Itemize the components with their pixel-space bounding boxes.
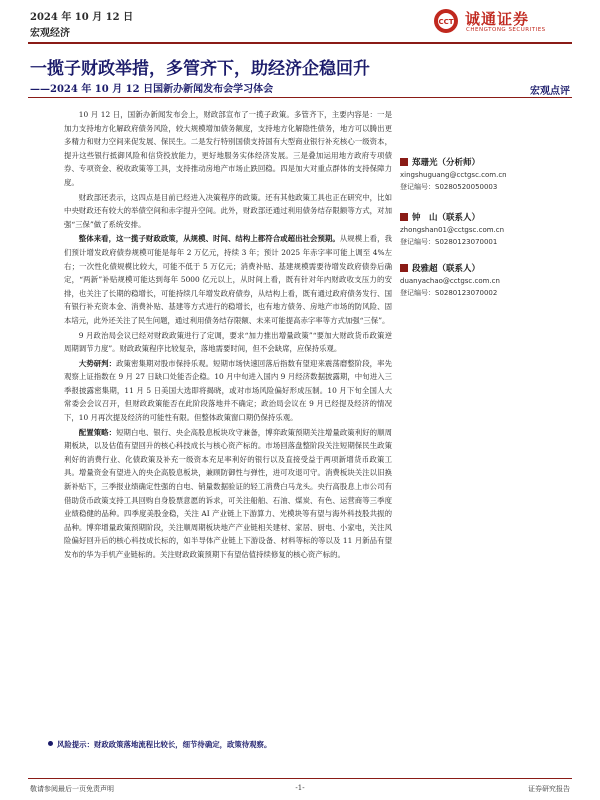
paragraph-5: [64, 357, 392, 425]
report-subtitle: ——2024 年 10 月 12 日国新办新闻发布会学习体会: [30, 84, 274, 95]
logo-name-cn: 诚通证券: [465, 10, 530, 28]
risk-warning: [48, 739, 271, 750]
paragraph-6-text: 短期白电、银行、央企高股息板块攻守兼备，博弈政策预期关注增量政策利好的顺周期板块，以及估值有望回升的核心科技成长与核心资产标的。市场回落盘整阶段关注短期保民生政策利好的消费行业、化债政策及补充一级资本充足率利好的银行以及直接受益于两项新增货币政策工具。增量资金有望进入的央企高股息板块，兼顾防御性与弹性，进可攻退可守。消费板块关注以旧换新补贴下，三季报业绩确定性强的白电、销量数据验证的轻工消费白马龙头。央行高股息上市公司有借助货币政策支持工具回购自身股票意愿的诉求，可关注船舶、石油、煤炭、有色、运营商等三季度业绩稳健的品种。四季度美股金稳，关注 AI 产业链上下游算力、光模块等有望与海外科技股共振的品种。博弈增量政策预期阶段，关注顺周期板块地产产业链相关建材、家居、厨电、小家电，关注风险偏好回升后的核心科技成长标的，如半导体产业链上下游设备、材料等标的等以及 11 月新品有望发布的华为手机产业链标的。关注财政政策预期下有望估值持续修复的核心资产标的。: [64, 427, 392, 559]
paragraph-5-lead: 大势研判：: [78, 358, 117, 368]
report-type-tag: 宏观点评: [530, 86, 570, 97]
paragraph-3-lead: 整体来看，这一揽子财政政策，从规模、时间、结构上都符合或超出社会预期。: [78, 234, 340, 244]
paragraph-3: [64, 232, 392, 327]
square-bullet-icon: [400, 158, 408, 166]
analyst-license: 登记编号：S0280123070002: [400, 289, 498, 297]
square-bullet-icon: [400, 264, 408, 272]
report-title: 一揽子财政举措，多管齐下，助经济企稳回升: [30, 59, 370, 79]
logo-name-en: CHENGTONG SECURITIES: [466, 27, 546, 33]
company-logo: [433, 6, 573, 38]
analyst-card: [400, 262, 570, 298]
risk-warning-text: 风险提示：财政政策落地流程比较长，细节待确定，政策待观察。: [57, 740, 272, 749]
analyst-email: xingshuguang@cctgsc.com.cn: [400, 171, 507, 179]
analyst-license: 登记编号：S0280520050003: [400, 183, 498, 191]
square-bullet-icon: [400, 213, 408, 221]
analyst-email: zhongshan01@cctgsc.com.cn: [400, 226, 505, 234]
page-number: -1-: [295, 784, 305, 792]
footer-disclaimer-note: 敬请参阅最后一页免责声明: [30, 785, 114, 793]
paragraph-6: [64, 426, 392, 562]
analyst-email: duanyachao@cctgsc.com.cn: [400, 277, 500, 285]
paragraph-2: 财政部还表示，这四点是目前已经进入决策程序的政策。还有其他政策工具也正在研究中，比如中央财政还有较大的举债空间和赤字提升空间。此外，财政部还通过利用债务结存限额等方式，对加强“三保”做了系统安排。: [64, 192, 392, 229]
header-divider: [28, 42, 572, 44]
footer-report-type: 证券研究报告: [528, 785, 570, 793]
footer-divider: [28, 778, 572, 779]
report-category: 宏观经济: [30, 28, 70, 39]
paragraph-6-lead: 配置策略：: [78, 427, 117, 437]
analyst-name: 郑珊光（分析师）: [412, 158, 481, 168]
report-date: 2024 年 10 月 12 日: [30, 12, 134, 23]
analyst-card: [400, 156, 570, 192]
analyst-name: 钟 山（联系人）: [412, 213, 481, 223]
analyst-license: 登记编号：S0280123070001: [400, 238, 498, 246]
paragraph-4: 9 月政治局会议已经对财政政策进行了定调，要求“加力推出增量政策”“要加大财政货币政策逆周期调节力度”。财政政策程序比较复杂，落地需要时间，但不会缺席，应保持乐观。: [64, 330, 392, 354]
paragraph-1: 10 月 12 日，国新办新闻发布会上，财政部宣布了一揽子政策。多管齐下，主要内容是：一是加力支持地方化解政府债务风险，较大规模增加债务额度，支持地方化解隐性债务，地方可以腾出更多精力和财力空间来促发展、保民生。二是发行特别国债支持国有大型商业银行补充核心一级资本，提升这些银行抵御风险和信贷投放能力，更好地服务实体经济发展。三是叠加运用地方政府专项债券、专项资金、税收政策等工具，支持推动房地产市场止跌回稳。四是加大对重点群体的支持保障力度。: [64, 110, 392, 187]
report-body: [64, 108, 392, 563]
paragraph-5-text: 政策密集期对股市保持乐观。短期市场快速回落后指数有望迎来震荡磨整阶段，率先观察上证指数在 9 月 27 日缺口处能否企稳。10 月中旬进入国内 9 月经济数据披露期，中旬进入三季报披露密集期，11 月 5 日美国大选即将揭晓，或对市场风险偏好形成压制。10 月下旬全国人大常委会会议召开，但财政政策能否在此阶段落地并不确定；政治局会议在 9 月已经提及经济的情况下，10 月再次提及经济的可能性有限。但整体政策窗口期仍保持乐观。: [64, 358, 392, 423]
analyst-name: 段雅超（联系人）: [412, 264, 481, 274]
logo-mark-icon: [433, 8, 459, 34]
analyst-card: [400, 211, 570, 247]
logo-mark-text: CCT: [438, 18, 454, 26]
bullet-icon: [48, 741, 53, 746]
paragraph-3-text: 从规模上看，我们预计增发政府债券规模可能是每年 2 万亿元，持续 3 年；预计 2025 年赤字率可能上调至 4%左右；一次性化债规模比较大，可能不低于 5 万亿元；消费补贴、基建规模需要待增发政府债券后确定，“两新”补贴规模可能达到每年 5000 亿元以上，从时间上看，既有针对年内财政收支压力的安排，也关注了长期的稳增长，可能持续几年增发政府债券，从结构上看，既有通过政府债务发行、国有银行补充资本金、消费补贴、基建等方式进行的稳增长，也有地方债务、房地产市场的防风险、固本培元，此外还关注了民生问题，通过利用债务结存限额、未来可能提高赤字率等方式加强“三保”。: [64, 234, 392, 325]
title-divider: [28, 97, 572, 98]
